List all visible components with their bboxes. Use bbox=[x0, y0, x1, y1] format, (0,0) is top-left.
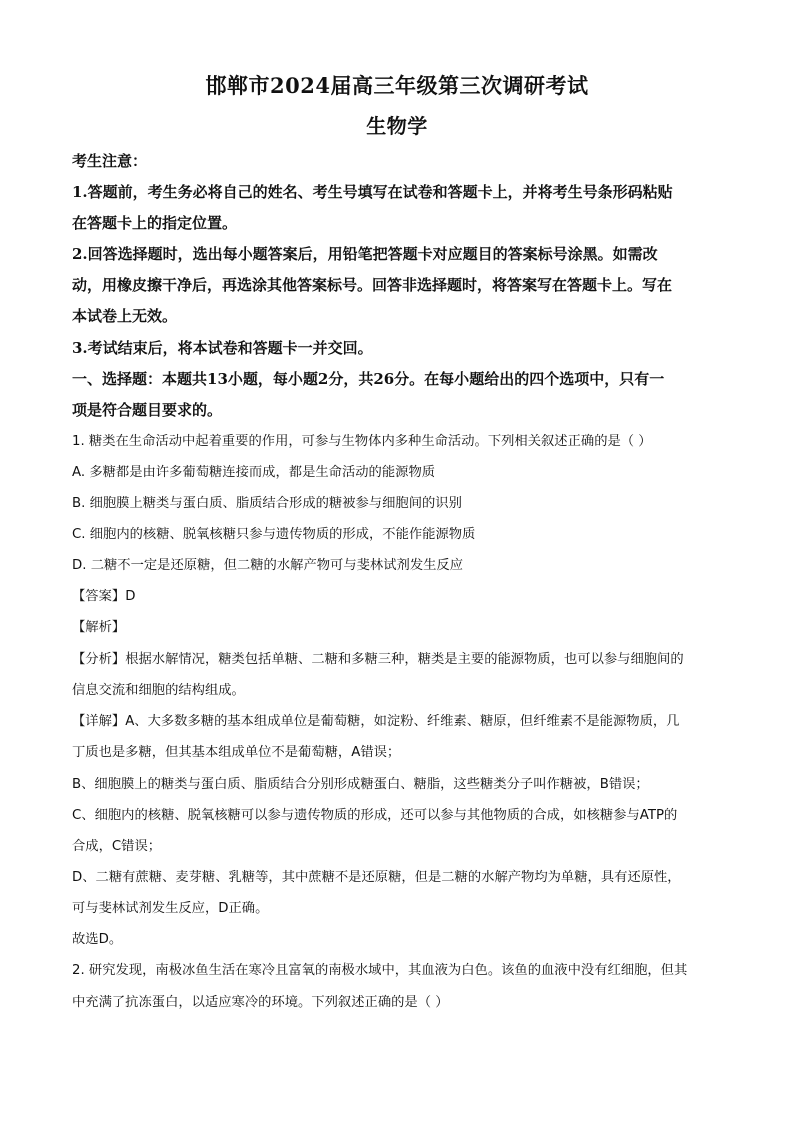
notice-item-2-line-2: 动，用橡皮擦干净后，再选涂其他答案标号。回答非选择题时，将答案写在答题卡上。写在 bbox=[72, 276, 673, 294]
xiangjie-tag: 【详解】 bbox=[72, 714, 126, 729]
notice-item-2-line-3: 本试卷上无效。 bbox=[72, 307, 178, 325]
section-heading-line-1: 一、选择题：本题共13小题，每小题2分，共26分。在每小题给出的四个选项中，只有一 bbox=[72, 370, 665, 388]
detail-a-text-1: A、大多数多糖的基本组成单位是葡萄糖，如淀粉、纤维素、糖原，但纤维素不是能源物质，几 bbox=[125, 714, 680, 729]
analysis-detail-c-line-2: 合成，C错误； bbox=[72, 839, 162, 854]
subject-title: 生物学 bbox=[366, 114, 428, 138]
notice-item-3: 3.考试结束后，将本试卷和答题卡一并交回。 bbox=[72, 339, 373, 357]
question-2-stem-line-1: 2. 研究发现，南极冰鱼生活在寒冷且富氧的南极水域中，其血液为白色。该鱼的血液中没有红细胞，但其 bbox=[72, 963, 688, 978]
notice-item-1-line-2: 在答题卡上的指定位置。 bbox=[72, 214, 238, 232]
notice-item-2-line-1: 2.回答选择题时，选出每小题答案后，用铅笔把答题卡对应题目的答案标号涂黑。如需改 bbox=[72, 245, 658, 263]
analysis-detail-c-line-1: C、细胞内的核糖、脱氧核糖可以参与遗传物质的形成，还可以参与其他物质的合成，如核糖参与ATP的 bbox=[72, 808, 678, 823]
analysis-conclusion: 故选D。 bbox=[72, 932, 123, 947]
question-1-stem: 1. 糖类在生命活动中起着重要的作用，可参与生物体内多种生命活动。下列相关叙述正确的是（ ） bbox=[72, 434, 652, 449]
analysis-detail-a-line-1 bbox=[72, 712, 722, 732]
question-1-option-c: C. 细胞内的核糖、脱氧核糖只参与遗传物质的形成，不能作能源物质 bbox=[72, 527, 476, 542]
fenxi-text-1: 根据水解情况，糖类包括单糖、二糖和多糖三种，糖类是主要的能源物质，也可以参与细胞间的 bbox=[125, 652, 684, 667]
notice-item-1-line-1: 1.答题前，考生务必将自己的姓名、考生号填写在试卷和答题卡上，并将考生号条形码粘贴 bbox=[72, 183, 673, 201]
section-heading-line-2: 项是符合题目要求的。 bbox=[72, 401, 223, 419]
analysis-tag: 【解析】 bbox=[72, 620, 126, 635]
analysis-detail-b: B、细胞膜上的糖类与蛋白质、脂质结合分别形成糖蛋白、糖脂，这些糖类分子叫作糖被，B错误； bbox=[72, 777, 649, 792]
analysis-detail-d-line-2: 可与斐林试剂发生反应，D正确。 bbox=[72, 901, 269, 916]
answer-value: D bbox=[125, 589, 136, 604]
analysis-detail-a-line-2: 丁质也是多糖，但其基本组成单位不是葡萄糖，A错误； bbox=[72, 745, 401, 760]
notice-heading: 考生注意： bbox=[72, 152, 148, 170]
analysis-detail-d-line-1: D、二糖有蔗糖、麦芽糖、乳糖等，其中蔗糖不是还原糖，但是二糖的水解产物均为单糖，具有还原性， bbox=[72, 870, 681, 885]
question-2-stem-line-2: 中充满了抗冻蛋白，以适应寒冷的环境。下列叙述正确的是（ ） bbox=[72, 995, 449, 1010]
answer-line bbox=[72, 587, 722, 607]
fenxi-tag: 【分析】 bbox=[72, 652, 126, 667]
answer-tag: 【答案】 bbox=[72, 589, 126, 604]
exam-title: 邯郸市2024届高三年级第三次调研考试 bbox=[205, 73, 589, 98]
question-1-option-d: D. 二糖不一定是还原糖，但二糖的水解产物可与斐林试剂发生反应 bbox=[72, 558, 464, 573]
question-1-option-b: B. 细胞膜上糖类与蛋白质、脂质结合形成的糖被参与细胞间的识别 bbox=[72, 496, 462, 511]
analysis-fenxi-line-1 bbox=[72, 650, 722, 670]
question-1-option-a: A. 多糖都是由许多葡萄糖连接而成，都是生命活动的能源物质 bbox=[72, 465, 436, 480]
analysis-fenxi-line-2: 信息交流和细胞的结构组成。 bbox=[72, 683, 245, 698]
